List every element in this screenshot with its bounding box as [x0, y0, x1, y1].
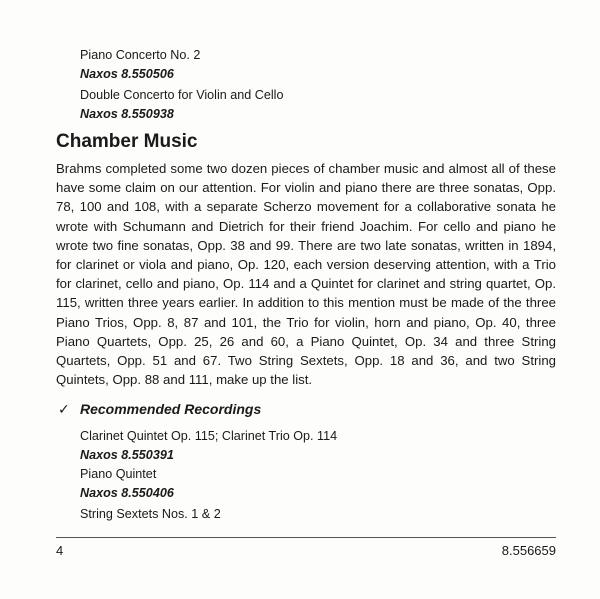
recording-work: Clarinet Quintet Op. 115; Clarinet Trio Op. 114 [80, 429, 338, 443]
section-body: Brahms completed some two dozen pieces of chamber music and almost all of these have some claim on our attention. For violin and piano there are three sonatas, Opp. 78, 100 and 108, with a separate Scherzo movement for a collaborative sonata he wrote with Schumann and Dietrich for their friend Joachim. For cello and piano he wrote two fine sonatas, Opp. 38 and 99. There are two late sonatas, written in 1894, for clarinet or viola and piano, Op. 120, each version deserving attention, with a Trio for clarinet, cello and piano, Op. 114 and a Quintet for clarinet and string quartet, Op. 115, written three years earlier. In addition to this mention must be made of the three Piano Trios, Opp. 8, 87 and 101, the Trio for violin, horn and piano, Op. 40, three Piano Quartets, Opp. 25, 26 and 60, a Piano Quintet, Op. 34 and three String Quartets, Opp. 51 and 67. Two String Sextets, Opp. 18 and 36, and two String Quintets, Opp. 88 and 111, make up the list. [56, 161, 556, 388]
recording-work: Double Concerto for Violin and Cello [80, 88, 284, 102]
recommended-heading: Recommended Recordings [80, 401, 262, 417]
section-heading: Chamber Music [56, 131, 198, 152]
page-number: 4 [56, 543, 64, 558]
recommended-heading-row [58, 401, 261, 418]
recording-work: Piano Quintet [80, 467, 157, 481]
recording-work: Piano Concerto No. 2 [80, 48, 201, 62]
recording-entry [80, 505, 221, 524]
recording-catalogue: Naxos 8.550391 [80, 448, 174, 462]
recording-entry [80, 465, 174, 503]
recording-work: String Sextets Nos. 1 & 2 [80, 507, 221, 521]
recording-entry [80, 46, 200, 84]
footer-divider [56, 537, 556, 538]
catalogue-number: 8.556659 [501, 543, 556, 558]
recording-entry [80, 427, 337, 465]
recording-catalogue: Naxos 8.550406 [80, 486, 174, 500]
recording-catalogue: Naxos 8.550506 [80, 67, 174, 81]
recording-entry [80, 86, 284, 124]
recording-catalogue: Naxos 8.550938 [80, 107, 174, 121]
checkmark-icon: ✓ [58, 401, 70, 417]
